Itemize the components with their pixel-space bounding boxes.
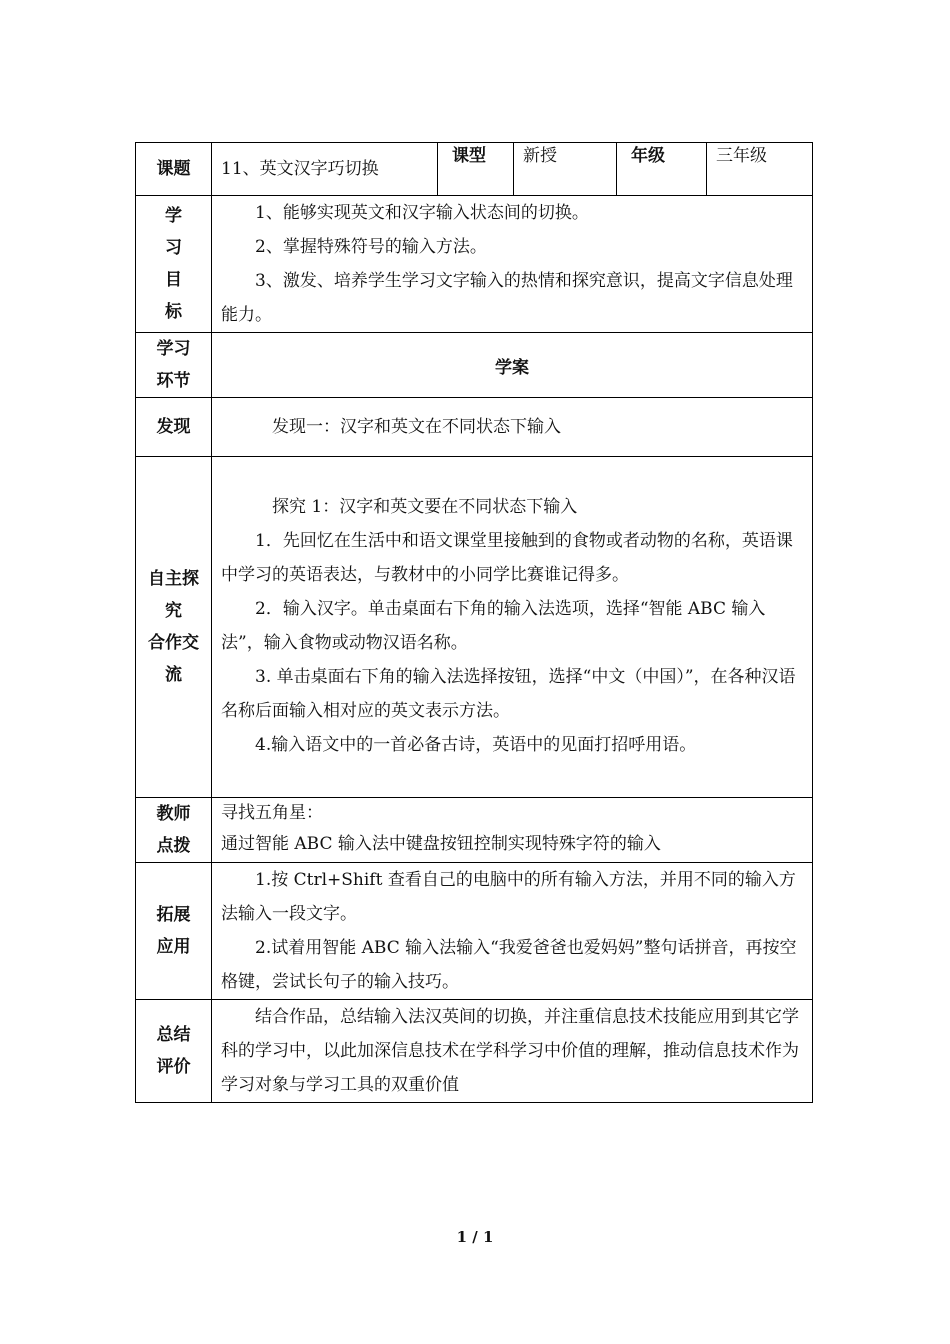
objectives-label-char: 标 [165,302,182,322]
objectives-label-char: 学 [165,206,182,226]
summary-text: 结合作品，总结输入法汉英间的切换，并注重信息技术技能应用到其它学科的学习中，以此加深信息技术在学科学习中价值的理解，推动信息技术作为学习对象与学习工具的双重价值 [221,1007,799,1095]
objectives-label-char: 习 [165,238,182,258]
header-row [136,143,813,196]
explore-row [136,457,813,798]
explore-item: 1．先回忆在生活中和语文课堂里接触到的食物或者动物的名称，英语课中学习的英语表达，与教材中的小同学比赛谁记得多。 [221,531,793,585]
explore-item: 3. 单击桌面右下角的输入法选择按钮，选择“中文（中国）”，在各种汉语名称后面输入相对应的英文表示方法。 [221,667,796,721]
extend-label-line: 拓展 [156,905,191,925]
topic-value: 11、英文汉字巧切换 [212,143,438,196]
explore-item: 2．输入汉字。单击桌面右下角的输入法选项，选择“智能 ABC 输入法”，输入食物或动物汉语名称。 [221,599,766,653]
explore-label-line: 流 [165,665,182,685]
lesson-plan-table [135,142,813,1103]
phase-heading: 学案 [212,333,813,398]
teacher-content [212,798,813,863]
explore-label [136,457,212,798]
teacher-label [136,798,212,863]
teacher-label-line: 教师 [156,804,191,824]
summary-label [136,1000,212,1103]
extend-row [136,863,813,1000]
extend-label-line: 应用 [156,937,191,957]
extend-item: 2.试着用智能 ABC 输入法输入“我爱爸爸也爱妈妈”整句话拼音，再按空格键，尝试长句子的输入技巧。 [221,938,797,992]
topic-label: 课题 [136,143,212,196]
discover-content [212,398,813,457]
summary-content [212,1000,813,1103]
phase-label-line: 学习 [156,339,191,359]
explore-content [212,457,813,798]
explore-label-line: 合作交 [148,633,199,653]
extend-content [212,863,813,1000]
type-value: 新授 [514,143,617,196]
objective-item: 1、能够实现英文和汉字输入状态间的切换。 [255,203,589,223]
discover-text: 发现一：汉字和英文在不同状态下输入 [272,417,561,437]
teacher-label-line: 点拨 [156,836,191,856]
extend-item: 1.按 Ctrl+Shift 查看自己的电脑中的所有输入方法，并用不同的输入方法输入一段文字。 [221,870,796,924]
summary-label-line: 总结 [156,1025,191,1045]
teacher-line: 通过智能 ABC 输入法中键盘按钮控制实现特殊字符的输入 [221,834,661,854]
phase-label-line: 环节 [156,371,191,391]
teacher-line: 寻找五角星： [221,803,323,823]
phase-row [136,333,813,398]
objective-item: 2、掌握特殊符号的输入方法。 [255,237,487,257]
objectives-label-char: 目 [165,270,182,290]
discover-label: 发现 [136,398,212,457]
summary-label-line: 评价 [156,1057,191,1077]
explore-label-line: 究 [165,601,182,621]
objectives-label [136,196,212,333]
summary-row [136,1000,813,1103]
explore-item: 4.输入语文中的一首必备古诗，英语中的见面打招呼用语。 [255,735,697,755]
grade-value: 三年级 [707,143,813,196]
objectives-row [136,196,813,333]
objectives-content [212,196,813,333]
extend-label [136,863,212,1000]
page-number: 1 / 1 [456,1228,494,1246]
objective-item: 3、激发、培养学生学习文字输入的热情和探究意识，提高文字信息处理能力。 [221,271,793,325]
type-label: 课型 [438,143,514,196]
grade-label: 年级 [617,143,707,196]
teacher-row [136,798,813,863]
explore-intro: 探究 1：汉字和英文要在不同状态下输入 [272,497,578,517]
explore-label-line: 自主探 [148,569,199,589]
discover-row [136,398,813,457]
phase-label [136,333,212,398]
